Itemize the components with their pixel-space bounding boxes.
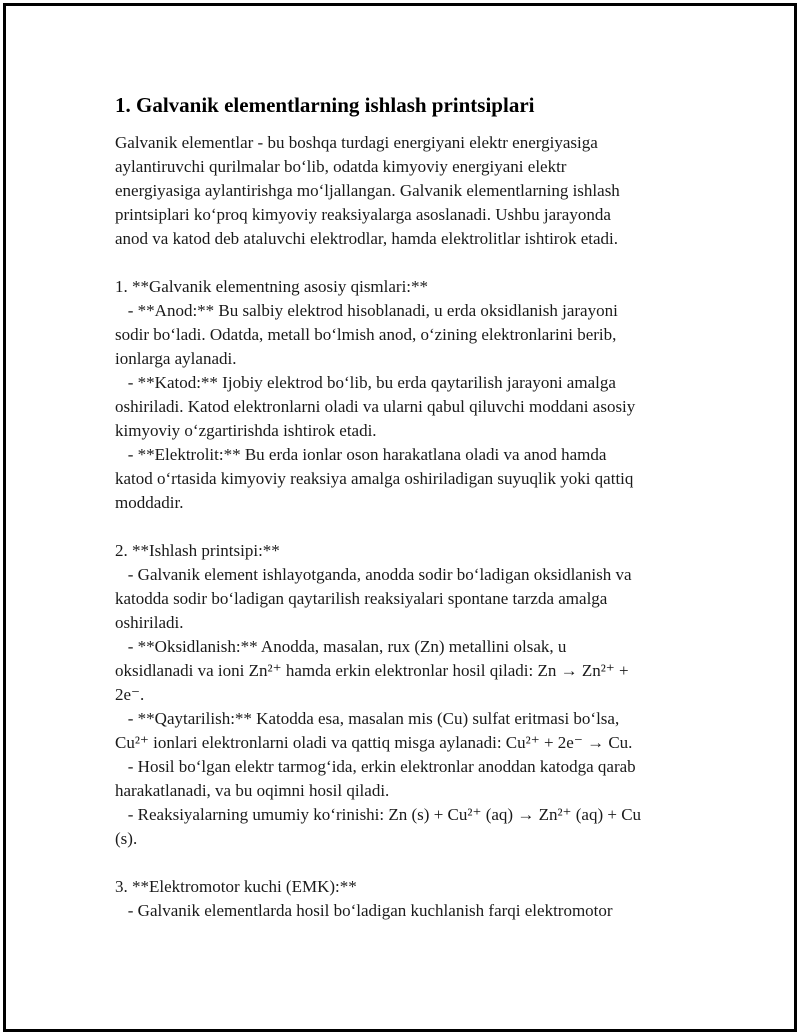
document-body: Galvanik elementlar - bu boshqa turdagi energiyani elektr energiyasiga aylantiruvchi qurilmalar bo‘lib, odatda kimyoviy energiyani elektr energiyasiga aylantirishga mo‘ljallangan. Galvanik elementlarning ishlash printsiplari ko‘proq kimyoviy reaksiyalarga asoslanadi. Ushbu jarayonda anod va katod deb ataluvchi elektrodlar, hamda elektrolitlar ishtirok etadi. 1. **Galvanik elementning asosiy qismlari:** - **Anod:** Bu salbiy elektrod hisoblanadi, u erda oksidlanish jarayoni sodir bo‘ladi. Odatda, metall bo‘lmish anod, o‘zining elektronlarini berib, ionlarga aylanadi. - **Katod:** Ijobiy elektrod bo‘lib, bu erda qaytarilish jarayoni amalga oshiriladi. Katod elektronlarni oladi va ularni qabul qiluvchi moddani asosiy kimyoviy o‘zgartirishda ishtirok etadi. - **Elektrolit:** Bu erda ionlar oson harakatlana oladi va anod hamda katod o‘rtasida kimyoviy reaksiya amalga oshiriladigan suyuqlik yoki qattiq moddadir. 2. **Ishlash printsipi:** - Galvanik element ishlayotganda, anodda sodir bo‘ladigan oksidlanish va katodda sodir bo‘ladigan qaytarilish reaksiyalari spontane tarzda amalga oshiriladi. - **Oksidlanish:** Anodda, masalan, rux (Zn) metallini olsak, u oksidlanadi va ioni Zn²⁺ hamda erkin elektronlar hosil qiladi: Zn → Zn²⁺ + 2e⁻. - **Qaytarilish:** Katodda esa, masalan mis (Cu) sulfat eritmasi bo‘lsa, Cu²⁺ ionlari elektronlarni oladi va qattiq misga aylanadi: Cu²⁺ + 2e⁻ → Cu. - Hosil bo‘lgan elektr tarmog‘ida, erkin elektronlar anoddan katodga qarab harakatlanadi, va bu oqimni hosil qiladi. - Reaksiyalarning umumiy ko‘rinishi: Zn (s) + Cu²⁺ (aq) → Zn²⁺ (aq) + Cu (s). 3. **Elektromotor kuchi (EMK):** - Galvanik elementlarda hosil bo‘ladigan kuchlanish farqi elektromotor — [115, 133, 642, 920]
page-title: 1. Galvanik elementlarning ishlash printsiplari — [115, 93, 535, 117]
document-content — [115, 91, 695, 923]
